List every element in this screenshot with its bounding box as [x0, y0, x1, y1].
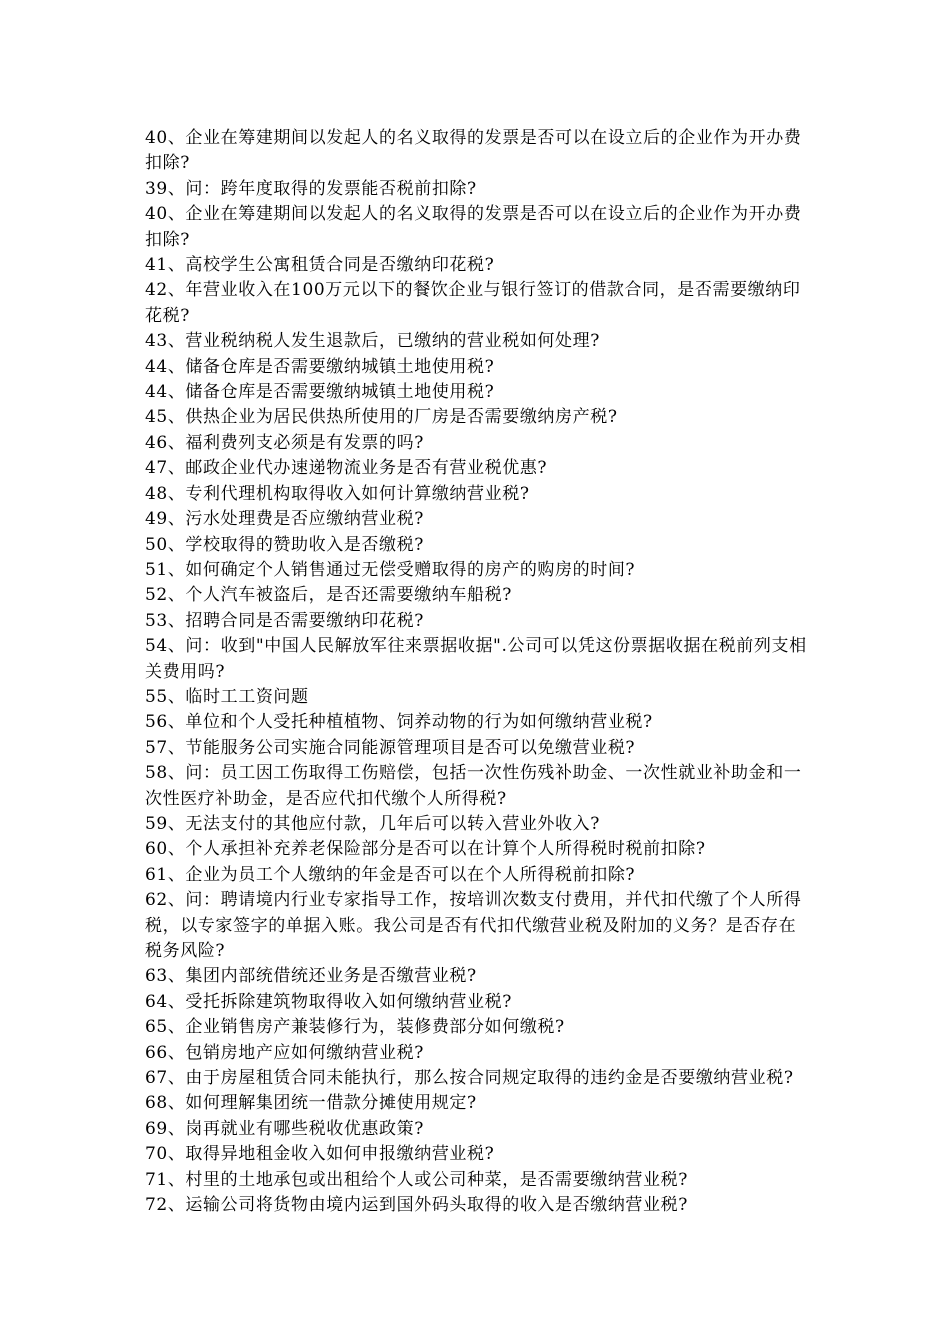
list-item: 61、企业为员工个人缴纳的年金是否可以在个人所得税前扣除?	[145, 864, 636, 885]
list-item: 57、节能服务公司实施合同能源管理项目是否可以免缴营业税?	[145, 737, 636, 758]
list-item: 60、个人承担补充养老保险部分是否可以在计算个人所得税时税前扣除?	[145, 839, 706, 860]
list-item: 65、企业销售房产兼装修行为，装修费部分如何缴税?	[145, 1017, 565, 1038]
list-item: 69、岗再就业有哪些税收优惠政策?	[145, 1118, 424, 1139]
list-item: 49、污水处理费是否应缴纳营业税?	[145, 509, 424, 530]
list-item: 52、个人汽车被盗后，是否还需要缴纳车船税?	[145, 585, 512, 606]
list-item: 68、如何理解集团统一借款分摊使用规定?	[145, 1093, 477, 1114]
list-item: 59、无法支付的其他应付款，几年后可以转入营业外收入?	[145, 813, 600, 834]
list-item: 44、储备仓库是否需要缴纳城镇土地使用税?	[145, 382, 495, 403]
list-item: 45、供热企业为居民供热所使用的厂房是否需要缴纳房产税?	[145, 407, 618, 428]
list-item: 66、包销房地产应如何缴纳营业税?	[145, 1042, 424, 1063]
list-item: 40、企业在筹建期间以发起人的名义取得的发票是否可以在设立后的企业作为开办费扣除?	[145, 204, 802, 250]
list-item: 54、问：收到"中国人民解放军往来票据收据".公司可以凭这份票据收据在税前列支相关费用吗?	[145, 636, 807, 682]
list-item: 62、问：聘请境内行业专家指导工作，按培训次数支付费用，并代扣代缴了个人所得税，以专家签字的单据入账。我公司是否有代扣代缴营业税及附加的义务？是否存在税务风险?	[145, 890, 802, 961]
list-item: 55、临时工工资问题	[145, 686, 309, 707]
list-item: 47、邮政企业代办速递物流业务是否有营业税优惠?	[145, 458, 548, 479]
list-item: 48、专利代理机构取得收入如何计算缴纳营业税?	[145, 483, 530, 504]
list-item: 39、问：跨年度取得的发票能否税前扣除?	[145, 178, 477, 199]
list-item: 58、问：员工因工伤取得工伤赔偿，包括一次性伤残补助金、一次性就业补助金和一次性医疗补助金，是否应代扣代缴个人所得税?	[145, 763, 802, 809]
list-item: 56、单位和个人受托种植植物、饲养动物的行为如何缴纳营业税?	[145, 712, 653, 733]
list-item: 63、集团内部统借统还业务是否缴营业税?	[145, 966, 477, 987]
list-item: 71、村里的土地承包或出租给个人或公司种菜，是否需要缴纳营业税?	[145, 1169, 688, 1190]
list-item: 64、受托拆除建筑物取得收入如何缴纳营业税?	[145, 991, 512, 1012]
list-item: 50、学校取得的赞助收入是否缴税?	[145, 534, 424, 555]
list-item: 53、招聘合同是否需要缴纳印花税?	[145, 610, 424, 631]
list-item: 51、如何确定个人销售通过无偿受赠取得的房产的购房的时间?	[145, 559, 636, 580]
list-item: 42、年营业收入在100万元以下的餐饮企业与银行签订的借款合同，是否需要缴纳印花税?	[145, 280, 801, 326]
list-item: 72、运输公司将货物由境内运到国外码头取得的收入是否缴纳营业税?	[145, 1195, 688, 1216]
list-item: 43、营业税纳税人发生退款后，已缴纳的营业税如何处理?	[145, 331, 600, 352]
question-list	[145, 126, 810, 1218]
list-item: 67、由于房屋租赁合同未能执行，那么按合同规定取得的违约金是否要缴纳营业税?	[145, 1068, 794, 1089]
list-item: 40、企业在筹建期间以发起人的名义取得的发票是否可以在设立后的企业作为开办费扣除?	[145, 128, 802, 174]
list-item: 70、取得异地租金收入如何申报缴纳营业税?	[145, 1144, 495, 1165]
list-item: 41、高校学生公寓租赁合同是否缴纳印花税?	[145, 255, 495, 276]
list-item: 44、储备仓库是否需要缴纳城镇土地使用税?	[145, 356, 495, 377]
list-item: 46、福利费列支必须是有发票的吗?	[145, 432, 424, 453]
